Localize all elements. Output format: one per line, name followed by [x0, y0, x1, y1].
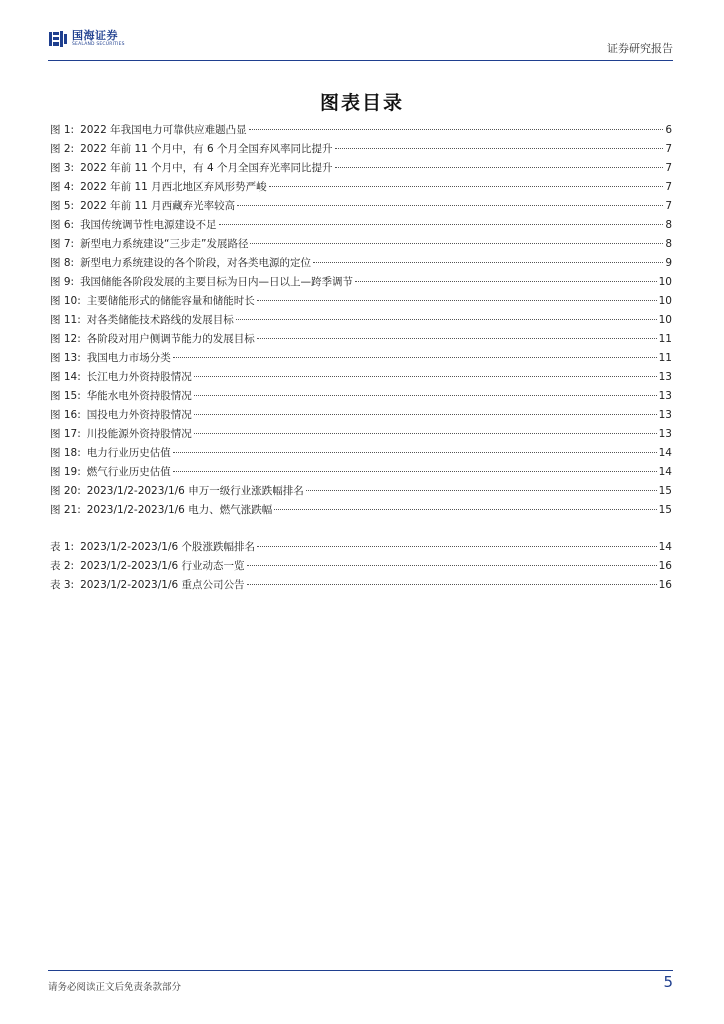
toc-entry[interactable] [50, 254, 672, 273]
toc-entry[interactable] [50, 178, 672, 197]
toc-entry[interactable] [50, 216, 672, 235]
toc-entry[interactable] [50, 406, 672, 425]
toc-dot-leader [257, 546, 657, 547]
toc-entry-title: 2023/1/2-2023/1/6 重点公司公告 [80, 579, 245, 591]
toc-dot-leader [236, 319, 657, 320]
toc-entry-page: 7 [665, 200, 672, 212]
toc-entry-title: 2023/1/2-2023/1/6 电力、燃气涨跌幅 [86, 504, 273, 516]
toc-entry-title: 2022 年前 11 月西藏弃光率较高 [80, 200, 236, 212]
toc-entry-page: 16 [658, 579, 672, 591]
toc-dot-leader [335, 167, 664, 168]
sealand-logo-icon [48, 30, 68, 48]
toc-entry-label: 图 17: [50, 428, 81, 440]
toc-entry-page: 7 [665, 162, 672, 174]
toc-entry-page: 10 [658, 314, 672, 326]
toc-dot-leader [173, 357, 657, 358]
toc-entry-title: 华能水电外资持股情况 [86, 390, 192, 402]
toc-entry-page: 16 [658, 560, 672, 572]
toc-entry-page: 7 [665, 143, 672, 155]
toc-entry-label: 图 13: [50, 352, 81, 364]
page-footer [48, 970, 673, 999]
toc-entry-title: 新型电力系统建设的各个阶段，对各类电源的定位 [80, 257, 312, 269]
toc-entry-page: 13 [658, 390, 672, 402]
toc-entry[interactable] [50, 292, 672, 311]
toc-dot-leader [355, 281, 657, 282]
toc-entry-title: 燃气行业历史估值 [86, 466, 171, 478]
toc-entry-label: 图 15: [50, 390, 81, 402]
toc-entry-label: 图 6: [50, 219, 75, 231]
toc-entry-page: 8 [665, 238, 672, 250]
toc-entry-label: 图 4: [50, 181, 75, 193]
toc-entry-page: 13 [658, 409, 672, 421]
toc-dot-leader [306, 490, 657, 491]
toc-dot-leader [257, 338, 657, 339]
toc-entry-label: 表 2: [50, 560, 75, 572]
toc-entry-label: 图 20: [50, 485, 81, 497]
toc-entry[interactable] [50, 330, 672, 349]
toc-dot-leader [173, 471, 657, 472]
toc-entry-title: 电力行业历史估值 [86, 447, 171, 459]
toc-entry-page: 15 [658, 504, 672, 516]
toc-entry[interactable] [50, 159, 672, 178]
toc-entry-title: 新型电力系统建设“三步走”发展路径 [80, 238, 249, 250]
toc-entry[interactable] [50, 425, 672, 444]
toc-dot-leader [274, 509, 656, 510]
toc-entry-title: 川投能源外资持股情况 [86, 428, 192, 440]
toc-entry[interactable] [50, 273, 672, 292]
toc-entry-title: 2023/1/2-2023/1/6 申万一级行业涨跌幅排名 [86, 485, 304, 497]
toc-entry[interactable] [50, 235, 672, 254]
toc-entry[interactable] [50, 538, 672, 557]
toc-entry[interactable] [50, 311, 672, 330]
toc-dot-leader [194, 376, 657, 377]
toc-entry-label: 表 3: [50, 579, 75, 591]
toc-entry-label: 图 3: [50, 162, 75, 174]
toc-entry-page: 13 [658, 428, 672, 440]
toc-entry-page: 15 [658, 485, 672, 497]
toc-entry-label: 图 1: [50, 124, 75, 136]
toc-entry[interactable] [50, 197, 672, 216]
toc-dot-leader [269, 186, 664, 187]
toc-entry-page: 11 [658, 333, 672, 345]
toc-entry-title: 我国传统调节性电源建设不足 [80, 219, 217, 231]
toc-entry-page: 14 [658, 447, 672, 459]
page-header [48, 26, 673, 61]
toc-entry-label: 图 12: [50, 333, 81, 345]
toc-entry-title: 2022 年前 11 个月中，有 4 个月全国弃光率同比提升 [80, 162, 333, 174]
toc-entry-title: 我国电力市场分类 [86, 352, 171, 364]
company-logo [48, 30, 125, 48]
toc-entry-title: 我国储能各阶段发展的主要目标为日内—日以上—跨季调节 [80, 276, 354, 288]
toc-dot-leader [237, 205, 663, 206]
toc-dot-leader [247, 584, 657, 585]
toc-dot-leader [257, 300, 657, 301]
toc-entry-page: 14 [658, 466, 672, 478]
toc-entry[interactable] [50, 368, 672, 387]
toc-entry-label: 图 8: [50, 257, 75, 269]
table-list [50, 538, 672, 595]
toc-entry-page: 10 [658, 295, 672, 307]
toc-dot-leader [194, 433, 657, 434]
toc-entry-label: 图 21: [50, 504, 81, 516]
report-type-label: 证券研究报告 [607, 42, 673, 55]
toc-entry-title: 各阶段对用户侧调节能力的发展目标 [86, 333, 255, 345]
toc-entry-label: 图 11: [50, 314, 81, 326]
toc-entry-label: 图 5: [50, 200, 75, 212]
toc-dot-leader [249, 129, 664, 130]
toc-entry-title: 长江电力外资持股情况 [86, 371, 192, 383]
toc-entry-page: 7 [665, 181, 672, 193]
disclaimer-notice: 请务必阅读正文后免责条款部分 [48, 982, 182, 993]
toc-entry-page: 10 [658, 276, 672, 288]
toc-dot-leader [250, 243, 663, 244]
toc-entry-label: 图 7: [50, 238, 75, 250]
toc-dot-leader [219, 224, 664, 225]
toc-entry[interactable] [50, 557, 672, 576]
toc-entry-title: 2022 年我国电力可靠供应难题凸显 [80, 124, 247, 136]
toc-entry[interactable] [50, 501, 672, 520]
page-number: 5 [663, 973, 673, 991]
toc-entry-title: 2022 年前 11 月西北地区弃风形势严峻 [80, 181, 267, 193]
toc-entry[interactable] [50, 444, 672, 463]
toc-entry[interactable] [50, 482, 672, 501]
toc-entry-label: 表 1: [50, 541, 75, 553]
toc-entry-page: 14 [658, 541, 672, 553]
toc-dot-leader [173, 452, 657, 453]
toc-dot-leader [194, 414, 657, 415]
toc-entry-label: 图 9: [50, 276, 75, 288]
toc-entry-page: 9 [665, 257, 672, 269]
toc-entry-title: 对各类储能技术路线的发展目标 [86, 314, 234, 326]
toc-dot-leader [335, 148, 664, 149]
toc-entry-label: 图 14: [50, 371, 81, 383]
toc-entry-title: 国投电力外资持股情况 [86, 409, 192, 421]
toc-entry-title: 2022 年前 11 个月中，有 6 个月全国弃风率同比提升 [80, 143, 333, 155]
toc-entry[interactable] [50, 349, 672, 368]
toc-entry-label: 图 18: [50, 447, 81, 459]
toc-entry-label: 图 2: [50, 143, 75, 155]
toc-dot-leader [313, 262, 663, 263]
toc-entry[interactable] [50, 387, 672, 406]
toc-dot-leader [247, 565, 657, 566]
toc-entry[interactable] [50, 463, 672, 482]
toc-entry-label: 图 19: [50, 466, 81, 478]
toc-entry[interactable] [50, 140, 672, 159]
toc-entry-title: 主要储能形式的储能容量和储能时长 [86, 295, 255, 307]
toc-entry-label: 图 16: [50, 409, 81, 421]
toc-entry-label: 图 10: [50, 295, 81, 307]
figure-list [50, 121, 672, 520]
toc-entry[interactable] [50, 576, 672, 595]
toc-entry[interactable] [50, 121, 672, 140]
toc-entry-page: 8 [665, 219, 672, 231]
toc-dot-leader [194, 395, 657, 396]
toc-entry-page: 6 [665, 124, 672, 136]
toc-entry-page: 13 [658, 371, 672, 383]
toc-entry-title: 2023/1/2-2023/1/6 个股涨跌幅排名 [80, 541, 256, 553]
toc-entry-page: 11 [658, 352, 672, 364]
logo-english-name: SEALAND SECURITIES [72, 42, 125, 48]
logo-chinese-name: 国海证券 [72, 29, 118, 43]
page-title: 图表目录 [319, 92, 404, 114]
toc-entry-title: 2023/1/2-2023/1/6 行业动态一览 [80, 560, 245, 572]
